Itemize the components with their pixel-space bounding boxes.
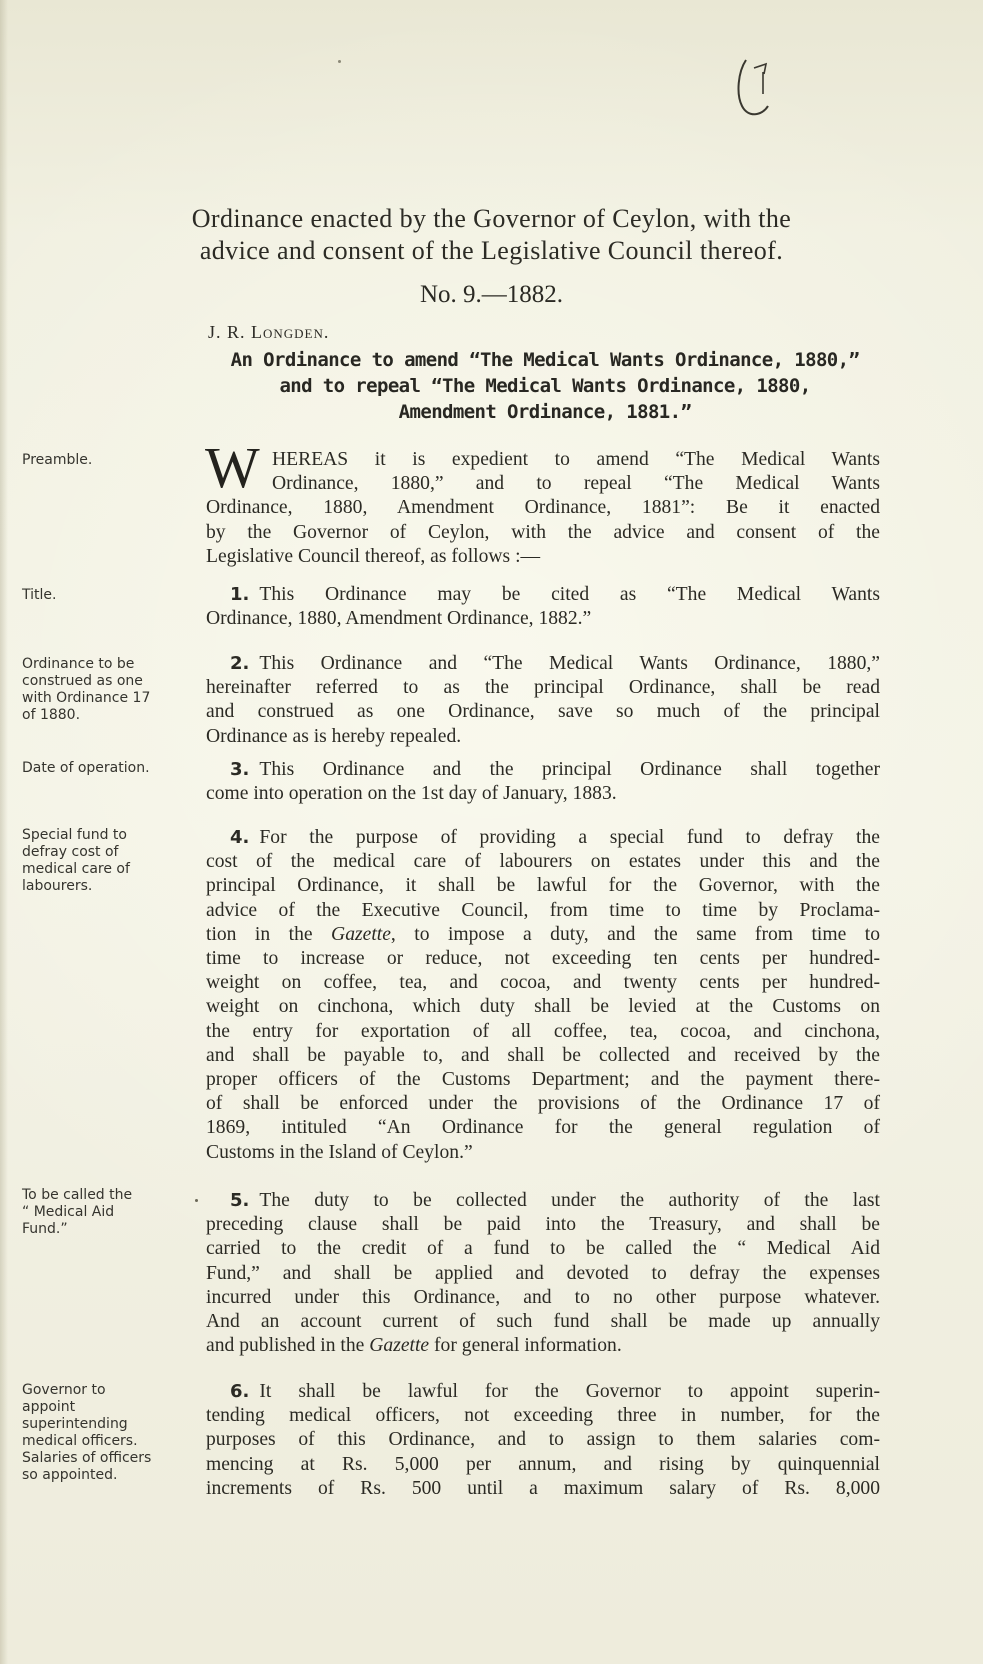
section-number: 1. <box>230 584 250 605</box>
margin-note-line: medical officers. <box>22 1433 138 1449</box>
long-title-line: Amendment Ordinance, 1881.” <box>398 401 692 423</box>
text-line: Fund,” and shall be applied and devoted to defray the expenses <box>206 1262 880 1284</box>
text-run: and published in the <box>206 1335 365 1357</box>
margin-note-line: Title. <box>22 587 57 603</box>
margin-note-line: construed as one <box>22 673 143 689</box>
text-line: Ordinance as is hereby repealed. <box>206 725 462 747</box>
text-line: Legislative Council thereof, as follows :— <box>206 545 541 567</box>
text-line <box>206 1189 880 1213</box>
text-run: The duty to be collected under the authority of the last <box>259 1190 880 1211</box>
text-line <box>206 583 880 607</box>
text-line: and shall be payable to, and shall be collected and received by the <box>206 1044 880 1066</box>
text-line: Ordinance, 1880, Amendment Ordinance, 1881”: Be it enacted <box>206 497 880 519</box>
text-line: increments of Rs. 500 until a maximum salary of Rs. 8,000 <box>206 1477 880 1499</box>
margin-note-preamble <box>22 452 182 469</box>
margin-note-line: Governor to <box>22 1382 106 1398</box>
text-line: weight on cinchona, which duty shall be levied at the Customs on <box>206 996 880 1018</box>
text-line: cost of the medical care of labourers on estates under this and the <box>206 851 880 873</box>
long-title <box>200 347 890 425</box>
margin-note-line: with Ordinance 17 <box>22 690 151 706</box>
section-5 <box>206 1189 880 1358</box>
preamble-paragraph <box>206 448 880 569</box>
text-line: Ordinance, 1880,” and to repeal “The Medical Wants <box>272 473 880 495</box>
paper-speck <box>338 60 341 63</box>
text-run: It shall be lawful for the Governor to appoint superin- <box>259 1381 880 1402</box>
section-number: 2. <box>230 653 250 674</box>
gazette-italic: Gazette <box>331 923 391 945</box>
text-line <box>206 1380 880 1404</box>
section-4 <box>206 826 880 1165</box>
text-line: the entry for exportation of all coffee, tea, cocoa, and cinchona, <box>206 1020 880 1042</box>
text-line: hereinafter referred to as the principal Ordinance, shall be read <box>206 677 880 699</box>
section-2 <box>206 652 880 749</box>
text-line: weight on coffee, tea, and cocoa, and twenty cents per hundred- <box>206 972 880 994</box>
text-line: of shall be enforced under the provisions of the Ordinance 17 of <box>206 1093 880 1115</box>
text-run: tion in the <box>206 923 313 945</box>
section-1 <box>206 583 880 631</box>
text-line: incurred under this Ordinance, and to no other purpose whatever. <box>206 1286 880 1308</box>
heading-line-2: advice and consent of the Legislative Council thereof. <box>199 236 784 265</box>
text-line <box>206 652 880 676</box>
text-line: by the Governor of Ceylon, with the advice and consent of the <box>206 521 880 543</box>
long-title-line: and to repeal “The Medical Wants Ordinance, 1880, <box>279 375 811 397</box>
long-title-line: An Ordinance to amend “The Medical Wants Ordinance, 1880,” <box>230 349 860 371</box>
text-line: time to increase or reduce, not exceeding ten cents per hundred- <box>206 948 880 970</box>
margin-note-line: Special fund to <box>22 827 127 843</box>
drop-cap: W <box>205 435 260 500</box>
text-line <box>206 1334 880 1358</box>
text-line: 1869, intituled “An Ordinance for the general regulation of <box>206 1117 880 1139</box>
text-run: This Ordinance and “The Medical Wants Ordinance, 1880,” <box>259 653 880 674</box>
text-line: purposes of this Ordinance, and to assign to them salaries com- <box>206 1429 880 1451</box>
margin-note-line: medical care of <box>22 861 130 877</box>
section-number: 4. <box>230 827 250 848</box>
text-line <box>206 758 880 782</box>
margin-note-date <box>22 760 182 777</box>
text-run: , to impose a duty, and the same from time to <box>390 923 880 945</box>
text-line: And an account current of such fund shall be made up annually <box>206 1311 880 1333</box>
margin-note-title <box>22 587 182 604</box>
paper-speck <box>195 1199 198 1202</box>
section-3 <box>206 758 880 806</box>
section-number: 3. <box>230 759 250 780</box>
handwritten-page-number <box>732 50 777 122</box>
margin-note-called <box>22 1187 182 1238</box>
gazette-italic: Gazette <box>369 1335 430 1357</box>
margin-note-special-fund <box>22 827 182 895</box>
governor-signature-name: J. R. Longden. <box>208 322 330 342</box>
section-number: 6. <box>230 1381 250 1402</box>
text-line: come into operation on the 1st day of January, 1883. <box>206 783 617 805</box>
margin-note-line: To be called the <box>22 1187 133 1203</box>
text-line: preceding clause shall be paid into the Treasury, and shall be <box>206 1214 880 1236</box>
text-line: principal Ordinance, it shall be lawful for the Governor, with the <box>206 875 880 897</box>
text-line: and construed as one Ordinance, save so much of the principal <box>206 701 880 723</box>
margin-note-line: Fund.” <box>22 1221 68 1237</box>
margin-note-line: Preamble. <box>22 452 93 468</box>
text-line: carried to the credit of a fund to be called the “ Medical Aid <box>206 1238 880 1260</box>
section-6 <box>206 1380 880 1501</box>
margin-note-governor <box>22 1382 182 1484</box>
margin-note-line: Salaries of officers <box>22 1450 152 1466</box>
margin-note-line: “ Medical Aid <box>22 1204 115 1220</box>
margin-note-line: superintending <box>22 1416 128 1432</box>
heading-line-1: Ordinance enacted by the Governor of Ceylon, with the <box>191 204 792 233</box>
margin-note-line: so appointed. <box>22 1467 118 1483</box>
text-run: This Ordinance and the principal Ordinance shall together <box>259 759 880 780</box>
ordinance-number: No. 9.—1882. <box>419 281 564 308</box>
text-line: Ordinance, 1880, Amendment Ordinance, 1882.” <box>206 608 592 630</box>
text-run: for general information. <box>434 1335 622 1357</box>
margin-note-line: of 1880. <box>22 707 81 723</box>
text-line: HEREAS it is expedient to amend “The Medical Wants <box>272 449 880 470</box>
margin-note-line: labourers. <box>22 878 93 894</box>
margin-note-line: Date of operation. <box>22 760 150 776</box>
margin-note-line: defray cost of <box>22 844 119 860</box>
margin-note-line: appoint <box>22 1399 76 1415</box>
text-run: For the purpose of providing a special fund to defray the <box>259 827 880 848</box>
text-line <box>206 923 880 947</box>
text-line: mencing at Rs. 5,000 per annum, and rising by quinquennial <box>206 1453 880 1475</box>
margin-note-line: Ordinance to be <box>22 656 135 672</box>
text-line: proper officers of the Customs Department; and the payment there- <box>206 1069 880 1091</box>
section-number: 5. <box>230 1190 250 1211</box>
text-line: tending medical officers, not exceeding three in number, for the <box>206 1405 880 1427</box>
text-run: This Ordinance may be cited as “The Medical Wants <box>259 584 880 605</box>
text-line: advice of the Executive Council, from time to time by Proclama- <box>206 899 880 921</box>
text-line: Customs in the Island of Ceylon.” <box>206 1141 473 1163</box>
text-line <box>206 826 880 850</box>
margin-note-construed <box>22 656 182 724</box>
